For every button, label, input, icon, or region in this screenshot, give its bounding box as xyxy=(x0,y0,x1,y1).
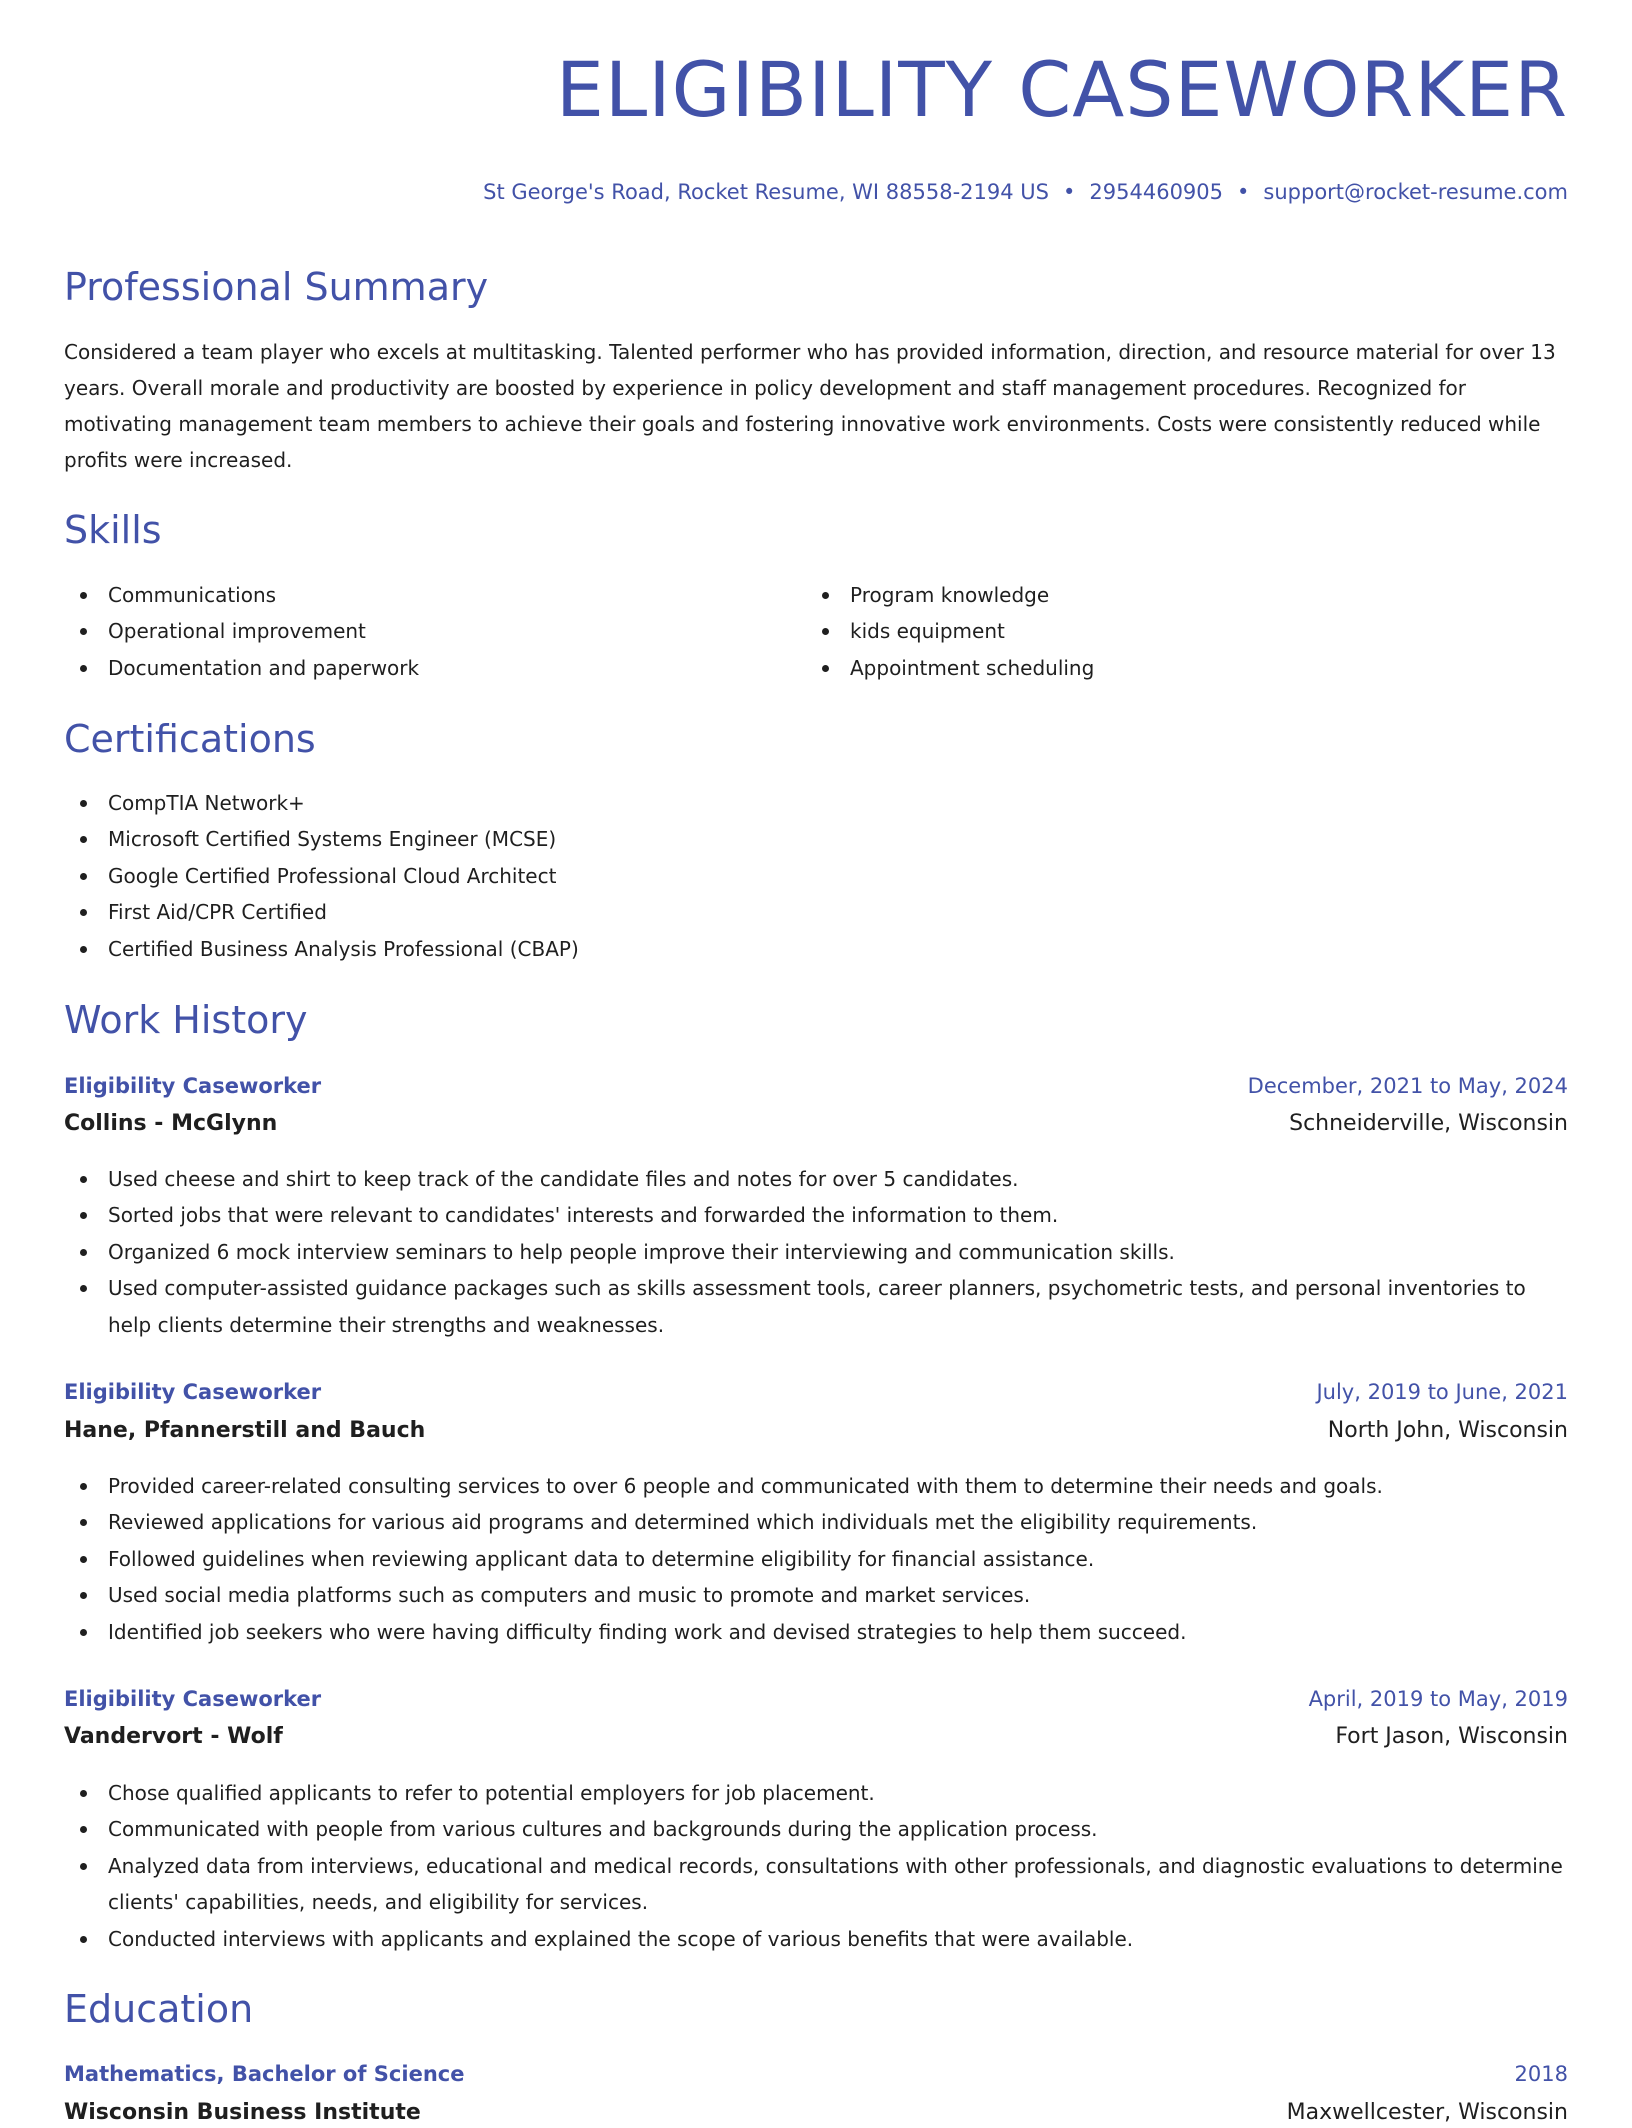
job-subheader xyxy=(64,1111,1568,1139)
job-header xyxy=(64,1380,1568,1408)
skill-item: Program knowledge xyxy=(806,577,1506,613)
job-dates: July, 2019 to June, 2021 xyxy=(1316,1380,1568,1404)
summary-heading: Professional Summary xyxy=(64,265,489,309)
certifications-list xyxy=(64,785,1568,967)
job-subheader xyxy=(64,1418,1568,1446)
job-location: North John, Wisconsin xyxy=(1327,1418,1568,1443)
skill-item: Documentation and paperwork xyxy=(64,650,764,686)
job-bullet: Used computer-assisted guidance packages such as skills assessment tools, career planners, psychometric tests, and personal inventories to help clients determine their strengths and weaknesses. xyxy=(64,1270,1568,1343)
job-title: Eligibility Caseworker xyxy=(64,1687,322,1711)
skill-item: Appointment scheduling xyxy=(806,650,1506,686)
job-dates: December, 2021 to May, 2024 xyxy=(1247,1074,1568,1098)
job-dates: April, 2019 to May, 2019 xyxy=(1308,1687,1568,1711)
education-year: 2018 xyxy=(1514,2062,1568,2086)
education-degree: Mathematics, Bachelor of Science xyxy=(64,2062,465,2086)
job-bullet: Organized 6 mock interview seminars to help people improve their interviewing and communication skills. xyxy=(64,1234,1568,1270)
contact-line xyxy=(483,182,1568,203)
job-bullets xyxy=(64,1468,1568,1650)
job-bullet: Used social media platforms such as computers and music to promote and market services. xyxy=(64,1577,1568,1613)
contact-separator: • xyxy=(1237,180,1250,204)
resume-page xyxy=(64,0,1568,2125)
job-title: Eligibility Caseworker xyxy=(64,1074,322,1098)
skills-list-left xyxy=(64,577,764,686)
skills-heading: Skills xyxy=(64,508,162,552)
certifications-heading: Certifications xyxy=(64,717,316,761)
job-bullet: Communicated with people from various cultures and backgrounds during the application process. xyxy=(64,1811,1568,1847)
job-location: Schneiderville, Wisconsin xyxy=(1289,1111,1568,1136)
certification-item: First Aid/CPR Certified xyxy=(64,894,1568,930)
job-header xyxy=(64,1074,1568,1102)
job-subheader xyxy=(64,1724,1568,1752)
job-bullet: Followed guidelines when reviewing applicant data to determine eligibility for financial assistance. xyxy=(64,1541,1568,1577)
job-title: Eligibility Caseworker xyxy=(64,1380,322,1404)
skill-item: Communications xyxy=(64,577,764,613)
job-employer: Collins - McGlynn xyxy=(64,1111,278,1136)
job-bullet: Identified job seekers who were having difficulty finding work and devised strategies to help them succeed. xyxy=(64,1614,1568,1650)
job-employer: Hane, Pfannerstill and Bauch xyxy=(64,1418,426,1443)
education-location: Maxwellcester, Wisconsin xyxy=(1286,2100,1568,2125)
education-heading: Education xyxy=(64,1987,254,2031)
summary-text: Considered a team player who excels at multitasking. Talented performer who has provided information, direction, and resource material for over 13 years. Overall morale and productivity are boosted by experience in policy development and staff management procedures. Recognized for motivating management team members to achieve their goals and fostering innovative work environments. Costs were consistently reduced while profits were increased. xyxy=(64,340,1556,472)
contact-phone: 2954460905 xyxy=(1089,180,1224,204)
job-bullet: Reviewed applications for various aid programs and determined which individuals met the eligibility requirements. xyxy=(64,1504,1568,1540)
contact-email[interactable]: support@rocket-resume.com xyxy=(1263,180,1568,204)
contact-separator: • xyxy=(1063,180,1076,204)
job-location: Fort Jason, Wisconsin xyxy=(1335,1724,1568,1749)
candidate-name: ELIGIBILITY CASEWORKER xyxy=(555,45,1568,134)
job-bullet: Chose qualified applicants to refer to potential employers for job placement. xyxy=(64,1775,1568,1811)
skills-list-right xyxy=(806,577,1506,686)
education-school: Wisconsin Business Institute xyxy=(64,2100,421,2125)
certification-item: Microsoft Certified Systems Engineer (MCSE) xyxy=(64,821,1568,857)
job-header xyxy=(64,1687,1568,1715)
certification-item: Certified Business Analysis Professional (CBAP) xyxy=(64,931,1568,967)
job-bullet: Provided career-related consulting services to over 6 people and communicated with them to determine their needs and goals. xyxy=(64,1468,1568,1504)
job-bullet: Sorted jobs that were relevant to candidates' interests and forwarded the information to them. xyxy=(64,1197,1568,1233)
skill-item: kids equipment xyxy=(806,613,1506,649)
skill-item: Operational improvement xyxy=(64,613,764,649)
work-history-heading: Work History xyxy=(64,998,308,1042)
education-subheader xyxy=(64,2100,1568,2128)
job-bullet: Used cheese and shirt to keep track of the candidate files and notes for over 5 candidates. xyxy=(64,1161,1568,1197)
job-bullets xyxy=(64,1161,1568,1343)
education-header xyxy=(64,2062,1568,2090)
job-employer: Vandervort - Wolf xyxy=(64,1724,283,1749)
job-bullet: Conducted interviews with applicants and explained the scope of various benefits that were available. xyxy=(64,1921,1568,1957)
contact-address: St George's Road, Rocket Resume, WI 88558-2194 US xyxy=(483,180,1050,204)
certification-item: CompTIA Network+ xyxy=(64,785,1568,821)
job-bullets xyxy=(64,1775,1568,1957)
certification-item: Google Certified Professional Cloud Architect xyxy=(64,858,1568,894)
job-bullet: Analyzed data from interviews, educational and medical records, consultations with other professionals, and diagnostic evaluations to determine clients' capabilities, needs, and eligibility for services. xyxy=(64,1848,1568,1921)
